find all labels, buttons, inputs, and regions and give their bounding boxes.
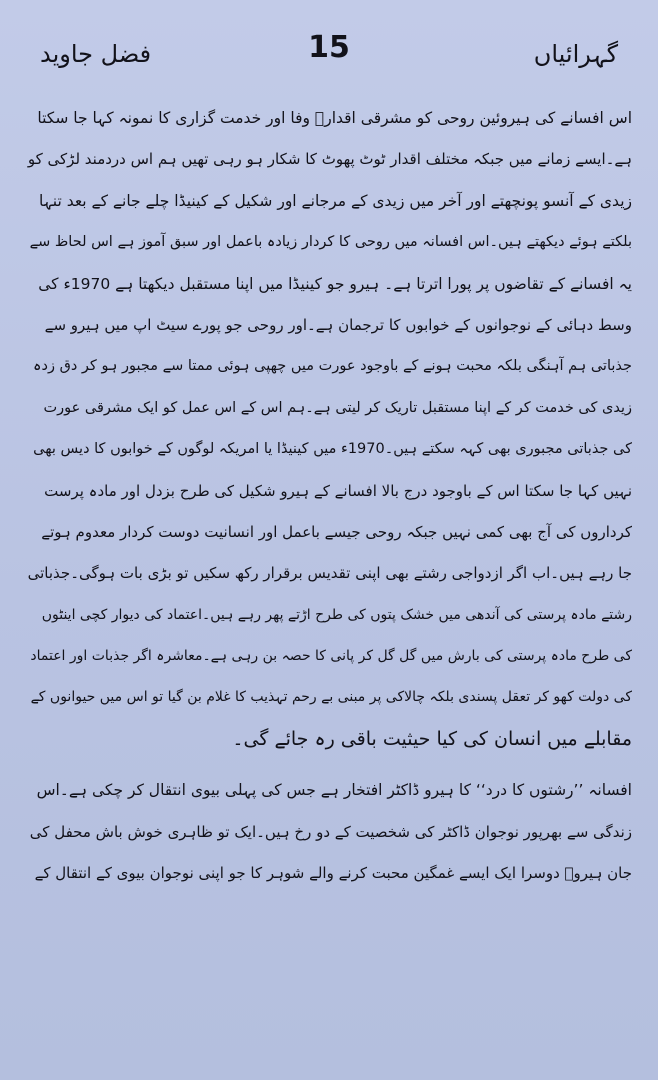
- text-line: جا رہے ہیں۔اب اگر ازدواجی رشتے بھی اپنی تقدیس برقرار رکھ سکیں تو بڑی بات ہوگی۔جذباتی: [27, 564, 632, 583]
- text-line: زندگی سے بھرپور نوجوان ڈاکٹر کی شخصیت کے دو رخ ہیں۔ایک تو ظاہری خوش باش محفل کی: [29, 822, 632, 841]
- text-line: کرداروں کی آج بھی کمی نہیں جبکہ روحی جیسے باعمل اور انسانیت دوست کردار معدوم ہوتے: [41, 522, 632, 541]
- text-line: زیدی کے آنسو پونچھتے اور آخر میں زیدی کے مرجانے اور شکیل کے کینیڈا چلے جانے کے بعد تنہا: [38, 191, 632, 210]
- page-body-text: [26, 98, 632, 894]
- text-line: مقابلے میں انسان کی کیا حیثیت باقی رہ جائے گی۔: [232, 727, 632, 750]
- page-number: 15: [308, 30, 350, 65]
- text-line: رشتے مادہ پرستی کی آندھی میں خشک پتوں کی طرح اڑتے پھر رہے ہیں۔اعتماد کی دیوار کچی اینٹوں: [41, 606, 632, 623]
- text-line: کی جذباتی مجبوری بھی کہہ سکتے ہیں۔1970ء میں کینیڈا یا امریکہ لوگوں کے خوابوں کا دیس بھی: [33, 441, 632, 458]
- page-header: [40, 28, 618, 88]
- text-line: وسط دہائی کے نوجوانوں کے خوابوں کا ترجمان ہے۔اور روحی جو پورے سیٹ اپ میں ہیرو سے: [44, 315, 632, 334]
- text-line: زیدی کی خدمت کر کے اپنا مستقبل تاریک کر لیتی ہے۔ہم اس کے اس عمل کو ایک مشرقی عورت: [43, 399, 632, 416]
- text-line: نہیں کہا جا سکتا اس کے باوجود درج بالا افسانے کے ہیرو شکیل کی طرح بزدل اور مادہ پرست: [44, 481, 632, 500]
- text-line: ہے۔ایسے زمانے میں جبکہ مختلف اقدار ٹوٹ پھوٹ کا شکار ہو رہی تھیں ہم اس دردمند لڑکی کو: [27, 150, 632, 169]
- text-line: کی دولت کھو کر تعقل پسندی بلکہ چالاکی پر مبنی بے رحم تہذیب کا غلام بن گیا تو اس میں حیوانوں کے: [30, 689, 632, 706]
- text-line: جان ہیروؔ دوسرا ایک ایسے غمگین محبت کرنے والے شوہر کا جو اپنی نوجوان بیوی کے انتقال کے: [34, 864, 632, 883]
- text-line: جذباتی ہم آہنگی بلکہ محبت ہونے کے باوجود عورت میں چھپی ہوئی ممتا سے مجبور ہو کر دق زدہ: [33, 358, 632, 375]
- text-line: افسانہ ’’رشتوں کا درد‘‘ کا ہیرو ڈاکٹر افتخار ہے جس کی پہلی بیوی انتقال کر چکی ہے۔اس: [36, 781, 632, 800]
- author-name: فضل جاوید: [40, 40, 152, 68]
- text-line: بلکتے ہوئے دیکھتے ہیں۔اس افسانہ میں روحی کا کردار زیادہ باعمل اور سبق آموز ہے اس لحاظ سے: [29, 234, 632, 251]
- text-line: کی طرح مادہ پرستی کی بارش میں گل گل کر پانی کا حصہ بن رہی ہے۔معاشرہ اگر جذبات اور اعتماد: [30, 648, 632, 665]
- book-title: گہرائیاں: [533, 40, 618, 68]
- text-line: یہ افسانے کے تقاضوں پر پورا اترتا ہے۔ ہیرو جو کینیڈا میں اپنا مستقبل دیکھتا ہے 1970ء کی: [38, 274, 632, 293]
- text-line: اس افسانے کی ہیروئین روحی کو مشرقی اقدارؔ وفا اور خدمت گزاری کا نمونہ کہا جا سکتا: [37, 109, 632, 127]
